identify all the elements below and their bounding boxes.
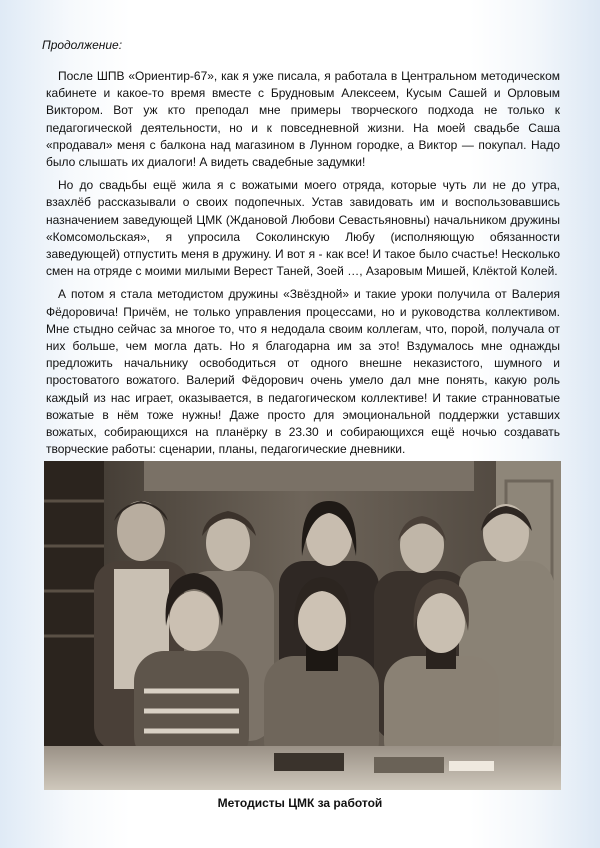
- photo-front-row: [134, 573, 499, 771]
- paragraph-2: Но до свадьбы ещё жила я с вожатыми моего отряда, которые чуть ли не до утра, взахлёб рассказывали о своих подопечных. Устав завидовать им и воспользовавшись назначением заведующей ЦМК (Ждановой Любови Севастьяновны) начальником дружины «Комсомольская», я упросила Соколинскую Любу (исполняющую обязанности заведующей) отпустить меня в дружину. И вот я - как все! И такое было счастье! Несколько смен на отряде с моими милыми Верест Таней, Зоей …, Азаровым Мишей, Клёктой Колей.: [46, 178, 560, 279]
- group-photo: [44, 461, 561, 790]
- photo-papers: [449, 761, 494, 771]
- group-photo-drawing: [44, 461, 561, 790]
- article-body: [46, 68, 560, 464]
- photo-folder: [274, 753, 344, 771]
- paragraph-3: А потом я стала методистом дружины «Звёздной» и такие уроки получила от Валерия Фёдоровича! Причём, не только управления процессами, но и руководства коллективом. Мне стыдно сейчас за многое то, что я недодала своим коллегам, что, порой, получала от них больше, чем могла дать. Но я благодарна им за это! Вздумалось мне однажды предложить начальнику освободиться от одного внешне неказистого, шумного и простоватого вожатого. Валерий Фёдорович очень умело дал мне понять, какую роль каждый из нас играет, оказывается, в педагогическом коллективе! И такие странноватые вожатые в нём тоже нужны! Даже просто для эмоциональной поддержки уставших вожатых, собирающихся на планёрку в 23.30 и собирающихся ещё ночью создавать творческие работы: сценарии, планы, педагогические дневники.: [46, 287, 560, 457]
- photo-book: [374, 757, 444, 773]
- continued-label: Продолжение:: [42, 38, 123, 52]
- paragraph-1: После ШПВ «Ориентир-67», как я уже писала, я работала в Центральном методическом кабинете и какое-то время вместе с Брудновым Алексеем, Кусым Сашей и Орловым Виктором. Вот уж кто преподал мне примеры творческого подхода не только к педагогической деятельности, но и к повседневной жизни. На моей свадьбе Саша «продавал» меня с балкона над магазином в Лунном городке, а Виктор — покупал. Надо было слышать их диалоги! А видеть свадебные задумки!: [46, 69, 560, 170]
- photo-caption: Методисты ЦМК за работой: [217, 796, 383, 810]
- photo-cabinet: [144, 461, 474, 491]
